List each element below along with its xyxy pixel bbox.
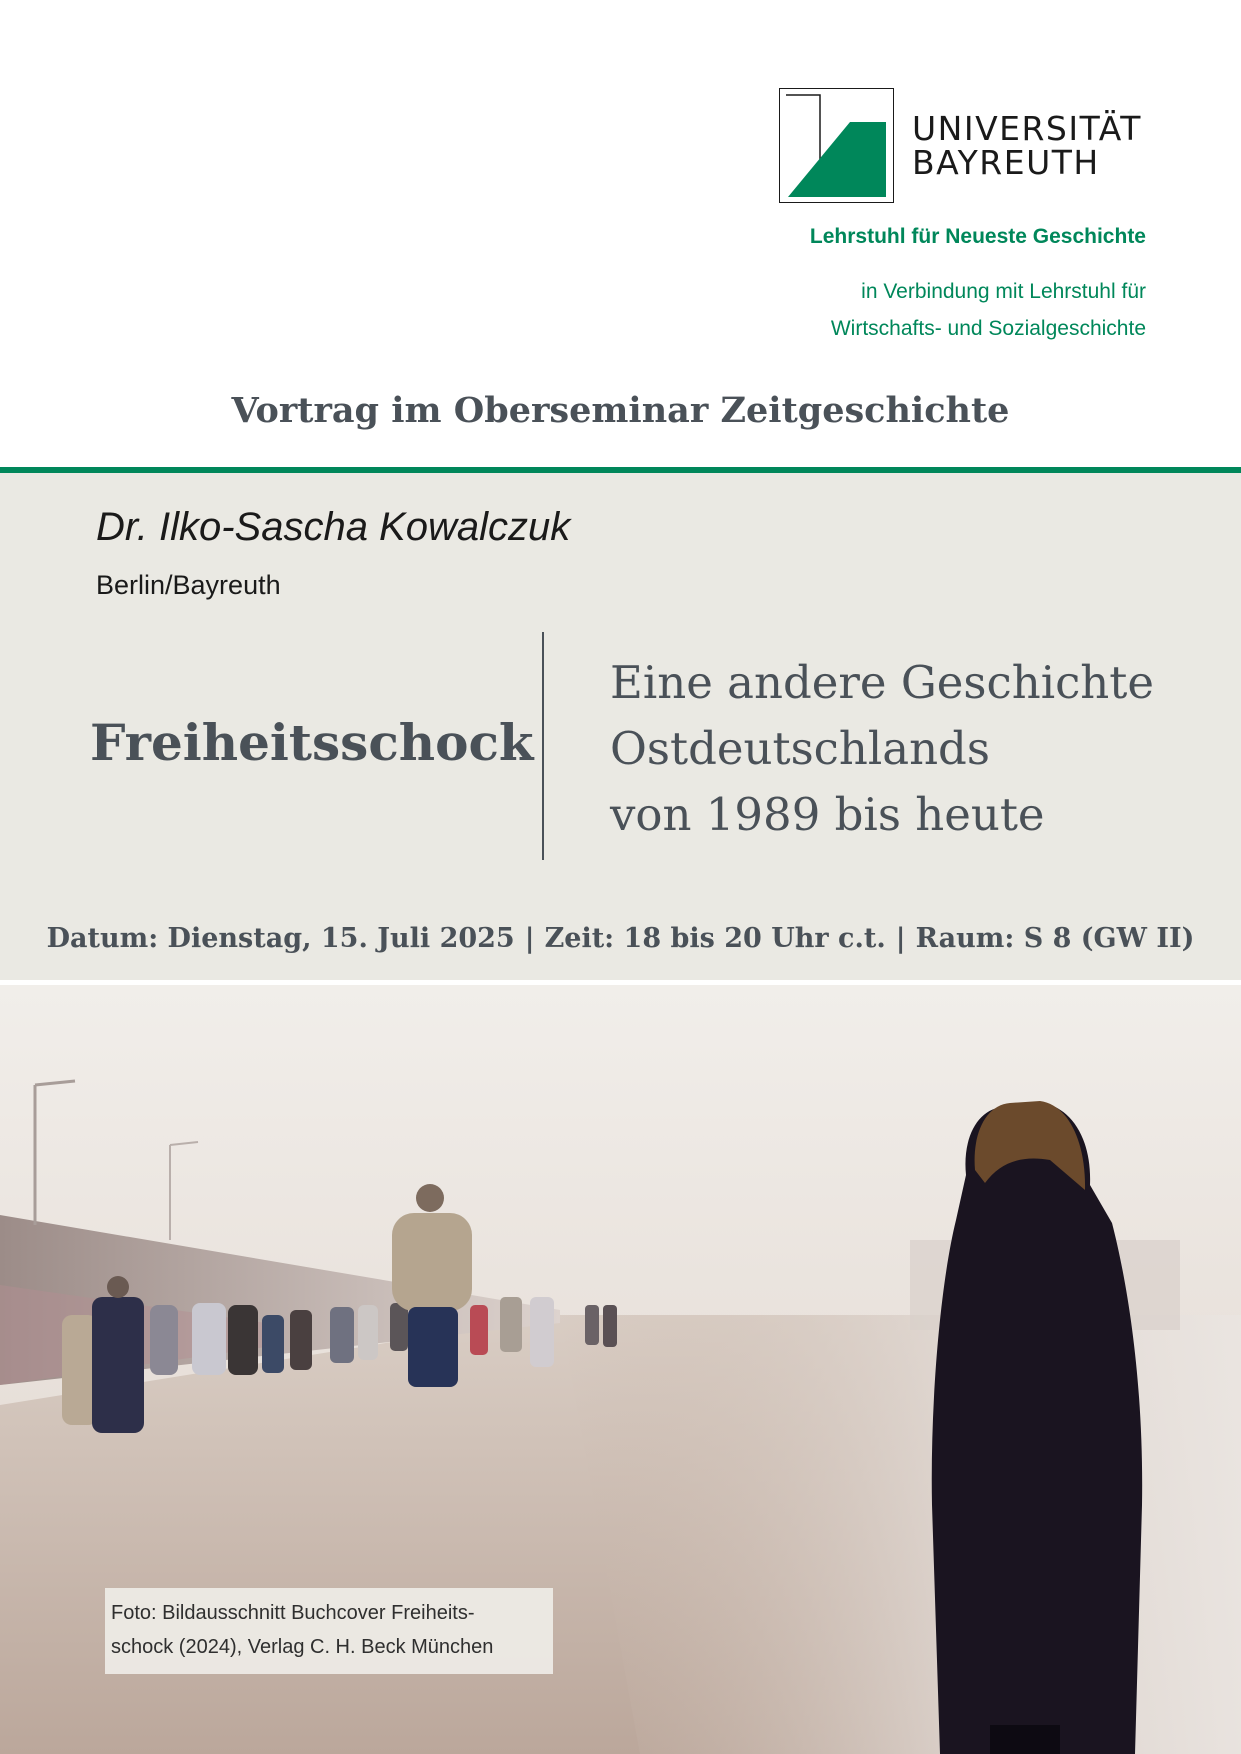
chair-name: Lehrstuhl für Neueste Geschichte: [809, 225, 1146, 248]
university-name-line1: UNIVERSITÄT: [912, 109, 1142, 148]
event-room: Raum: S 8 (GW II): [915, 923, 1195, 954]
separator: |: [895, 923, 906, 954]
association-text: [831, 273, 1146, 347]
university-name: [912, 109, 1142, 182]
talk-title: Freiheitsschock: [90, 713, 534, 772]
photo-caption-line2: schock (2024), Verlag C. H. Beck München: [111, 1636, 494, 1658]
photo-caption: [105, 1588, 553, 1674]
talk-subtitle: [610, 650, 1154, 848]
logo-mark-icon: [780, 89, 895, 204]
event-details: [0, 923, 1241, 954]
seminar-title: Vortrag im Oberseminar Zeitgeschichte: [231, 390, 1010, 431]
talk-subtitle-line1: Eine andere Geschichte: [610, 656, 1154, 709]
separator: |: [524, 923, 535, 954]
association-line1: in Verbindung mit Lehrstuhl für: [861, 280, 1146, 303]
university-name-line2: BAYREUTH: [912, 143, 1100, 182]
talk-subtitle-line3: von 1989 bis heute: [610, 788, 1045, 841]
association-line2: Wirtschafts- und Sozialgeschichte: [830, 317, 1146, 340]
speaker-location: Berlin/Bayreuth: [96, 570, 281, 600]
event-time: Zeit: 18 bis 20 Uhr c.t.: [544, 923, 886, 954]
university-logo: [779, 88, 894, 203]
talk-subtitle-line2: Ostdeutschlands: [610, 722, 990, 775]
speaker-name: Dr. Ilko-Sascha Kowalczuk: [96, 505, 571, 549]
photo-caption-line1: Foto: Bildausschnitt Buchcover Freiheits-: [111, 1602, 475, 1624]
vertical-divider: [542, 632, 544, 860]
event-date: Datum: Dienstag, 15. Juli 2025: [46, 923, 515, 954]
